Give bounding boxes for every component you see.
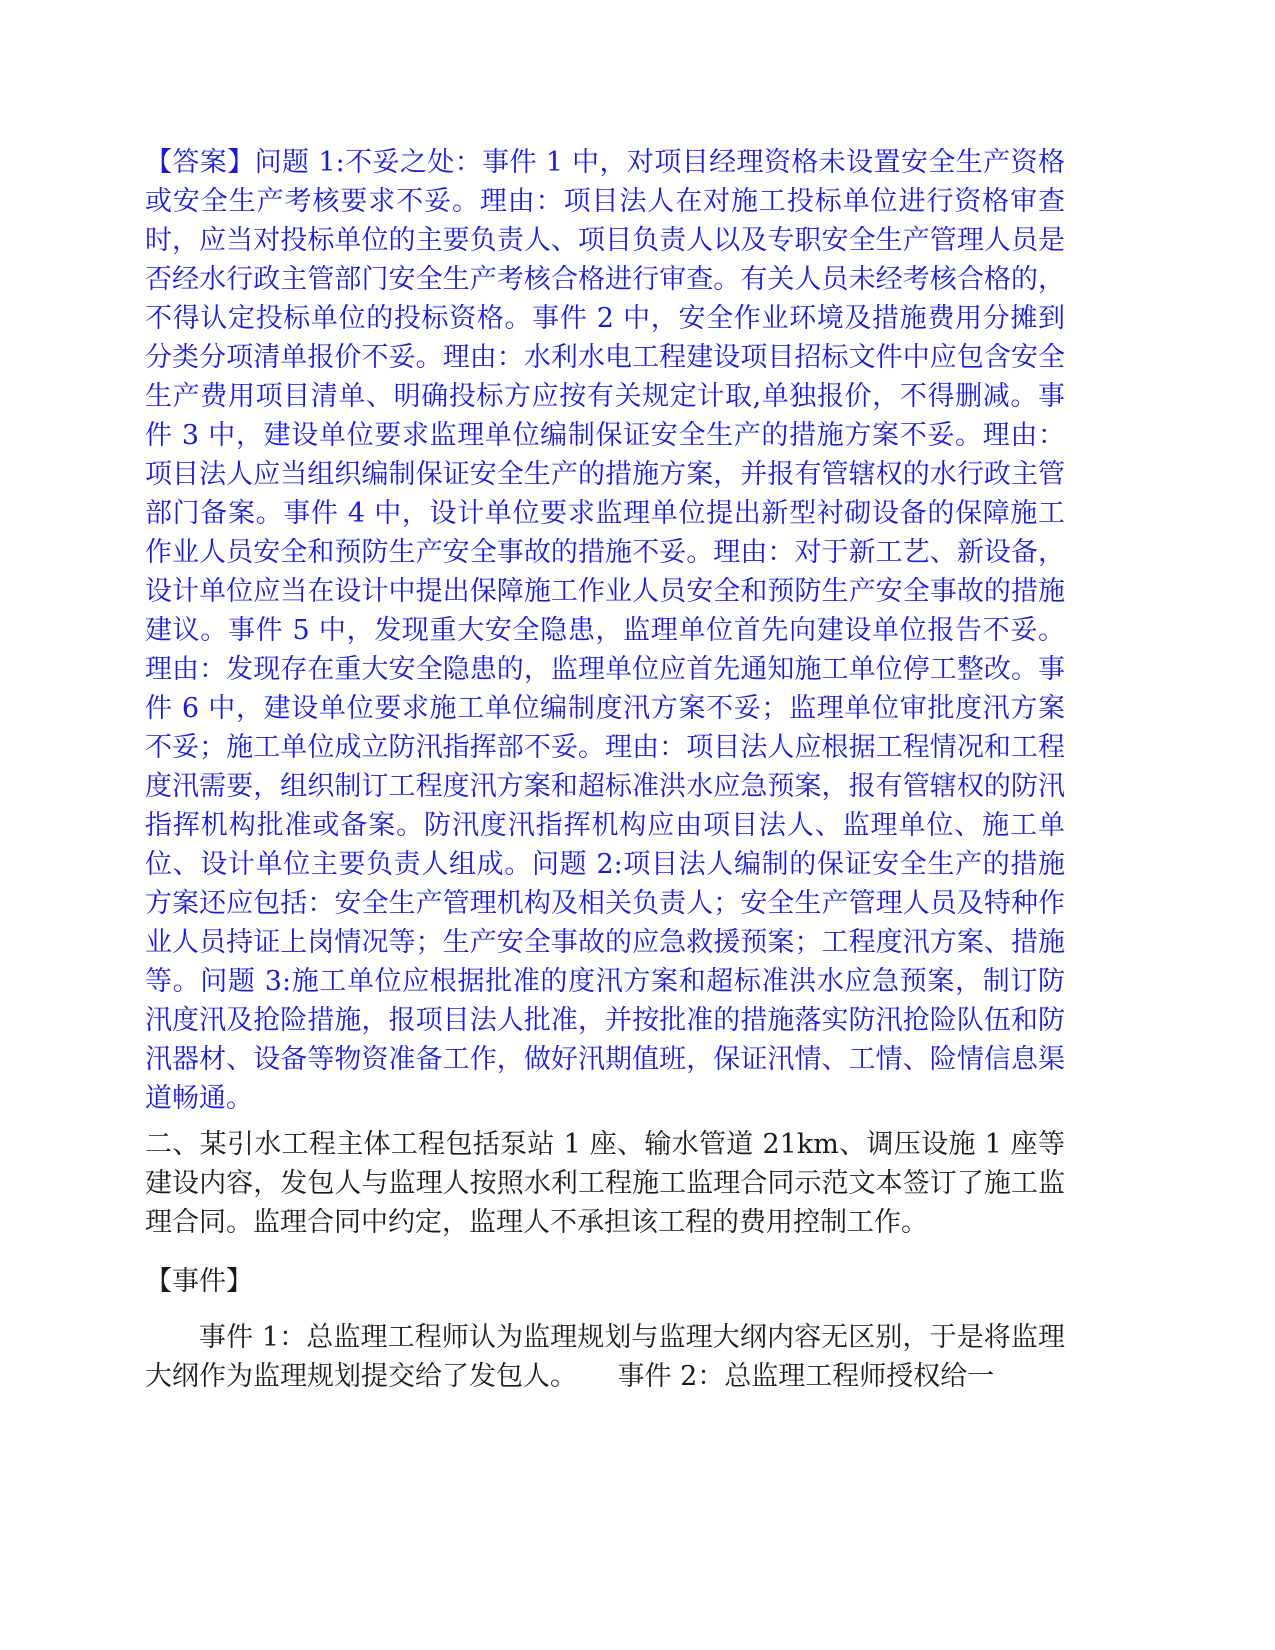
events-heading: 【事件】	[145, 1266, 253, 1297]
question-two-intro: 二、某引水工程主体工程包括泵站 1 座、输水管道 21km、调压设施 1 座等建设内容，发包人与监理人按照水利工程施工监理合同示范文本签订了施工监理合同。监理合同中约定，监理人不承担该工程的费用控制工作。	[145, 1129, 1065, 1238]
events-paragraph: 事件 1：总监理工程师认为监理规划与监理大纲内容无区别，于是将监理大纲作为监理规划提交给了发包人。 事件 2：总监理工程师授权给一	[145, 1322, 1065, 1392]
answer-paragraph: 【答案】问题 1:不妥之处：事件 1 中，对项目经理资格未设置安全生产资格或安全生产考核要求不妥。理由：项目法人在对施工投标单位进行资格审查时，应当对投标单位的主要负责人、项目负责人以及专职安全生产管理人员是否经水行政主管部门安全生产考核合格进行审查。有关人员未经考核合格的，不得认定投标单位的投标资格。事件 2 中，安全作业环境及措施费用分摊到分类分项清单报价不妥。理由：水利水电工程建设项目招标文件中应包含安全生产费用项目清单、明确投标方应按有关规定计取,单独报价，不得删减。事件 3 中，建设单位要求监理单位编制保证安全生产的措施方案不妥。理由：项目法人应当组织编制保证安全生产的措施方案，并报有管辖权的水行政主管部门备案。事件 4 中，设计单位要求监理单位提出新型衬砌设备的保障施工作业人员安全和预防生产安全事故的措施不妥。理由：对于新工艺、新设备，设计单位应当在设计中提出保障施工作业人员安全和预防生产安全事故的措施建议。事件 5 中，发现重大安全隐患，监理单位首先向建设单位报告不妥。理由：发现存在重大安全隐患的，监理单位应首先通知施工单位停工整改。事件 6 中，建设单位要求施工单位编制度汛方案不妥；监理单位审批度汛方案不妥；施工单位成立防汛指挥部不妥。理由：项目法人应根据工程情况和工程度汛需要，组织制订工程度汛方案和超标准洪水应急预案，报有管辖权的防汛指挥机构批准或备案。防汛度汛指挥机构应由项目法人、监理单位、施工单位、设计单位主要负责人组成。问题 2:项目法人编制的保证安全生产的措施方案还应包括：安全生产管理机构及相关负责人；安全生产管理人员及特种作业人员持证上岗情况等；生产安全事故的应急救援预案；工程度汛方案、措施等。问题 3:施工单位应根据批准的度汛方案和超标准洪水应急预案，制订防汛度汛及抢险措施，报项目法人批准，并按批准的措施落实防汛抢险队伍和防汛器材、设备等物资准备工作，做好汛期值班，保证汛情、工情、险情信息渠道畅通。	[145, 147, 1065, 1114]
